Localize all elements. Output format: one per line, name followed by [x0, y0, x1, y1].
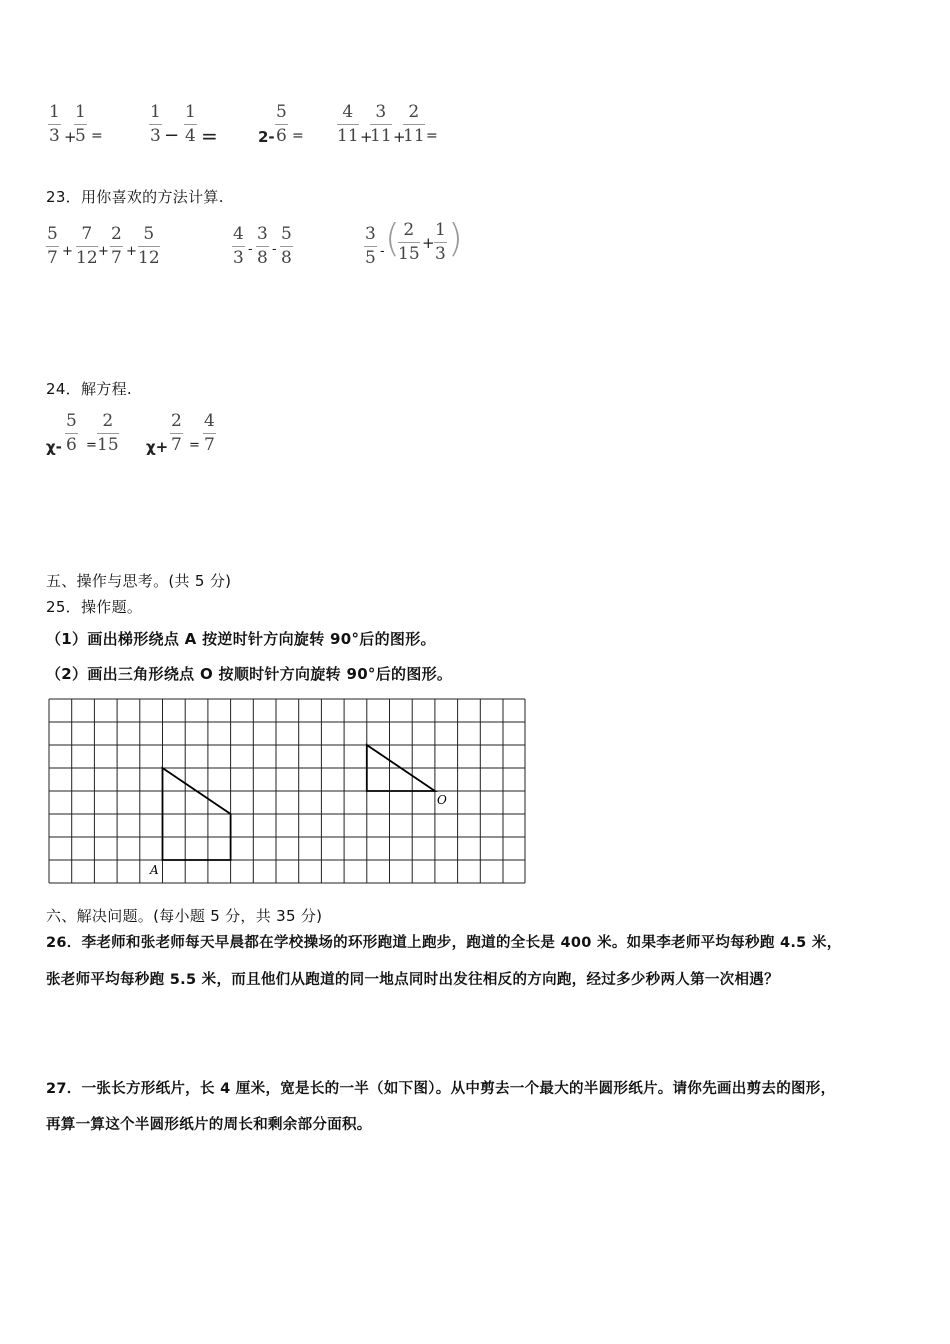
question-23-title: 23．用你喜欢的方法计算. [46, 188, 224, 206]
fraction: $\frac{4}{7}$ [204, 411, 215, 455]
variable-x: χ+ [146, 438, 169, 456]
fraction: $\frac{3}{5}$ [365, 224, 376, 268]
fraction: $\frac{2}{7}$ [111, 224, 122, 268]
grid-lines [49, 699, 525, 883]
operator: - [248, 242, 253, 257]
fraction: $\frac{5}{12}$ [138, 224, 160, 268]
fraction: $\frac{5}{6}$ [276, 102, 287, 146]
fraction: $\frac{4}{3}$ [233, 224, 244, 268]
operator: - [272, 242, 277, 257]
fraction: $\frac{5}{8}$ [281, 224, 292, 268]
fraction: $\frac{7}{12}$ [76, 224, 98, 268]
label-point-o: O [437, 793, 447, 807]
operator: + [393, 128, 406, 146]
fraction: $\frac{1}{3}$ [49, 102, 60, 146]
equals-sign: = [189, 438, 200, 453]
operator: - [380, 244, 385, 259]
fraction: $\frac{2}{7}$ [171, 411, 182, 455]
question-26-line-2: 张老师平均每秒跑 5.5 米，而且他们从跑道的同一地点同时出发往相反的方向跑，经过多少秒两人第一次相遇？ [46, 972, 779, 988]
operator: + [422, 234, 435, 252]
equals-sign: = [91, 128, 103, 144]
equals-sign: = [292, 128, 304, 144]
question-25-item-1: （1）画出梯形绕点 A 按逆时针方向旋转 90°后的图形。 [46, 630, 436, 648]
operator: + [98, 244, 109, 259]
variable-x: χ- [46, 438, 62, 456]
fraction: $\frac{4}{11}$ [337, 102, 359, 146]
operator: − [164, 125, 180, 146]
fraction: $\frac{3}{8}$ [257, 224, 268, 268]
fraction: $\frac{5}{6}$ [66, 411, 77, 455]
left-parenthesis: ( [385, 216, 400, 260]
operator: + [62, 244, 73, 259]
equals-sign: = [201, 124, 218, 148]
fraction: $\frac{2}{15}$ [97, 411, 119, 455]
fraction: $\frac{2}{15}$ [398, 220, 420, 264]
fraction: $\frac{3}{11}$ [370, 102, 392, 146]
right-parenthesis: ) [448, 216, 463, 260]
fraction: $\frac{5}{7}$ [47, 224, 58, 268]
label-point-a: A [150, 863, 159, 877]
rotation-grid-figure [46, 696, 528, 886]
question-27-line-1: 27．一张长方形纸片，长 4 厘米，宽是长的一半（如下图）。从中剪去一个最大的半圆形纸片。请你先画出剪去的图形， [46, 1081, 836, 1097]
fraction: $\frac{1}{4}$ [185, 102, 196, 146]
question-26-line-1: 26．李老师和张老师每天早晨都在学校操场的环形跑道上跑步，跑道的全长是 400 米。如果李老师平均每秒跑 4.5 米， [46, 935, 842, 951]
leading-term: 2- [258, 128, 275, 146]
question-24-title: 24．解方程. [46, 380, 132, 398]
operator: + [126, 244, 137, 259]
section-6-title: 六、解决问题。(每小题 5 分，共 35 分) [46, 907, 323, 925]
fraction: $\frac{1}{3}$ [150, 102, 161, 146]
operator: + [64, 128, 77, 146]
operator: + [360, 128, 373, 146]
question-27-line-2: 再算一算这个半圆形纸片的周长和剩余部分面积。 [46, 1117, 372, 1133]
fraction: $\frac{1}{3}$ [435, 220, 446, 264]
fraction: $\frac{1}{5}$ [75, 102, 86, 146]
fraction: $\frac{2}{11}$ [403, 102, 425, 146]
equals-sign: = [426, 128, 438, 144]
question-25-title: 25．操作题。 [46, 598, 143, 616]
question-25-item-2: （2）画出三角形绕点 O 按顺时针方向旋转 90°后的图形。 [46, 665, 453, 683]
equals-sign: = [86, 438, 97, 453]
section-5-title: 五、操作与思考。(共 5 分) [46, 572, 232, 590]
